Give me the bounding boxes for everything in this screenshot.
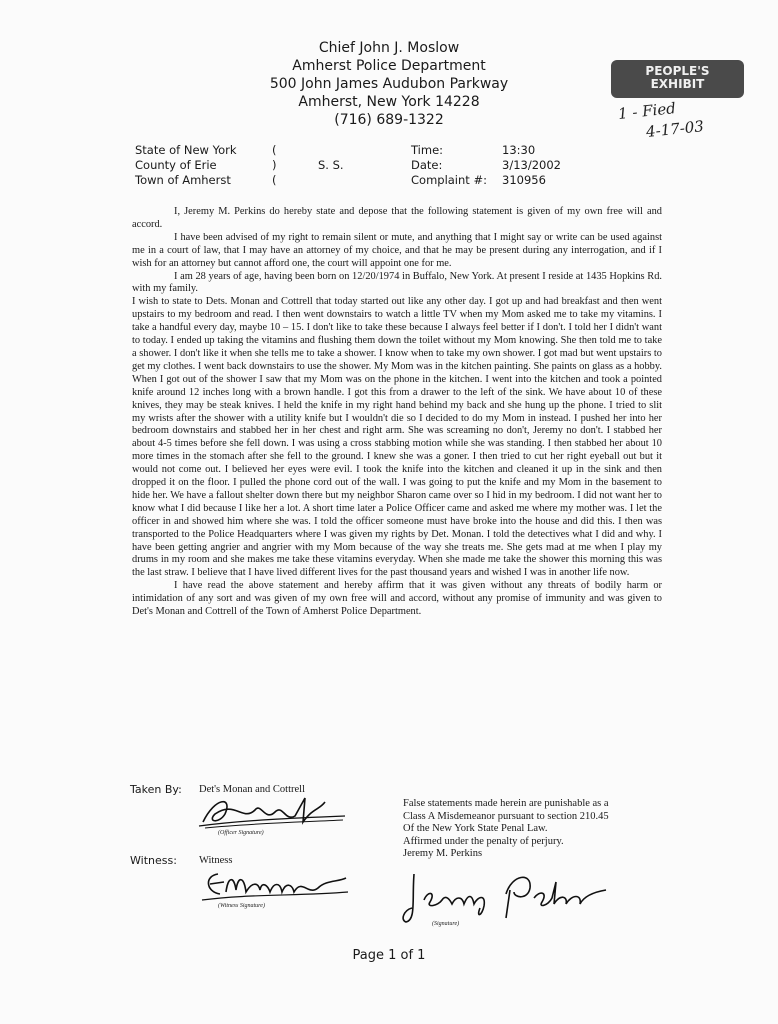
statement-paragraph-1: I, Jeremy M. Perkins do hereby state and depose that the following statement is given of my own free will and accord. xyxy=(132,206,662,230)
false-statement-line-5: Jeremy M. Perkins xyxy=(403,848,483,860)
witness-value: Witness xyxy=(199,855,233,866)
page-number: Page 1 of 1 xyxy=(352,948,426,963)
false-statement-notice xyxy=(403,798,609,861)
complaint-label: Complaint #: xyxy=(411,173,487,187)
stamp-line1: PEOPLE'S xyxy=(645,64,710,78)
venue-paren-3: ( xyxy=(272,173,277,187)
statement-paragraph-5: I have read the above statement and hereby affirm that it was given without any threats of bodily harm or intimidation of any sort and was given of my own free will and accord, without any promise of immunity and was given to Det's Monan and Cottrell of the Town of Amherst Police Department. xyxy=(132,580,662,618)
venue-paren-1: ( xyxy=(272,143,277,157)
letterhead-name: Chief John J. Moslow xyxy=(318,40,460,56)
letterhead-phone: (716) 689-1322 xyxy=(334,112,444,128)
witness-signature-caption: (Witness Signature) xyxy=(218,903,265,909)
time-value: 13:30 xyxy=(502,143,536,157)
letterhead-address: 500 John James Audubon Parkway xyxy=(269,76,509,92)
witness-signature xyxy=(198,866,353,906)
complaint-value: 310956 xyxy=(502,173,546,187)
stamp-line2: EXHIBIT xyxy=(650,77,705,91)
taken-by-label: Taken By: xyxy=(130,783,182,796)
venue-state: State of New York xyxy=(135,143,237,157)
venue-ss: S. S. xyxy=(318,158,344,172)
taken-by-value: Det's Monan and Cottrell xyxy=(199,784,305,795)
false-statement-line-1: False statements made herein are punishable as a xyxy=(403,798,609,809)
venue-county: County of Erie xyxy=(135,158,217,172)
peoples-exhibit-stamp xyxy=(611,60,744,98)
venue-paren-2: ) xyxy=(272,158,277,172)
signer-signature-caption: (Signature) xyxy=(432,921,460,927)
stamp-handwritten-number: 1 - Fied xyxy=(617,99,677,123)
statement-paragraph-3: I am 28 years of age, having been born on 12/20/1974 in Buffalo, New York. At present I reside at 1435 Hopkins Rd. with my family. xyxy=(132,270,662,295)
officer-signature-caption: (Officer Signature) xyxy=(218,830,264,836)
officer-signature xyxy=(195,792,350,832)
letterhead-city: Amherst, New York 14228 xyxy=(298,94,480,110)
false-statement-line-3: Of the New York State Penal Law. xyxy=(403,823,548,835)
stamp-handwritten-date: 4-17-03 xyxy=(645,117,705,141)
false-statement-line-2: Class A Misdemeanor pursuant to section 210.45 xyxy=(403,810,609,822)
false-statement-line-4: Affirmed under the penalty of perjury. xyxy=(403,835,564,847)
letterhead-department: Amherst Police Department xyxy=(292,58,486,74)
statement-body xyxy=(132,206,662,619)
time-label: Time: xyxy=(411,143,444,157)
statement-paragraph-4: I wish to state to Dets. Monan and Cottrell that today started out like any other day. I got up and had breakfast and then went upstairs to my bedroom and read. I then went downstairs to watch a little TV when my Mom asked me to take my vitamins. I take a handful every day, maybe 10 – 15. I don't like to take these because I always feel better if I don't. I told her I didn't want to today. I ended up taking the vitamins and flushing them down the toilet without my Mom knowing. She then told me to take a shower. I don't like it when she tells me to take a shower. I know when to take my own shower. I got mad but went upstairs to get my clothes. I went back downstairs to use the shower. My Mom was in the kitchen painting. She paints on glass as a hobby. When I got out of the shower I saw that my Mom was on the phone in the kitchen. I went into the kitchen and took a pointed knife around 12 inches long with a brown handle. I got this from a drawer to the left of the sink. We have about 10 of these knives, they may be steak knives. I held the knife in my right hand behind my back and she hung up the phone. I tried to slit my wrists after the shower with a utility knife but I wouldn't die so I decided to do my Mom in instead. I pushed her into her bedroom downstairs and stabbed her in her chest and right arm. She was screaming no don't, Jeremy no don't. I stabbed her about 4-5 times before she fell down. I was using a cross stabbing motion while she was standing. I then stabbed her about 10 more times in the stomach after she fell to the ground. I knew she was a goner. I then tried to cut her right eyeball out but it would not come out. I believed her eyes were evil. I took the knife into the kitchen and cleaned it up in the sink and then dropped it on the floor. I pulled the phone cord out of the wall. I was going to put the knife and my Mom in the basement to hide her. We have a fallout shelter down there but my neighbor Sharon came over so I hid in my bedroom. I did not want her to know what I did because I like her a lot. A short time later a Police Officer came and asked me where my mother was. I let the officer in and showed him where she was. I told the officer someone must have broke into the house and did this. I then was transported to the Police Headquarters where I was given my rights by Det. Monan. I told the detectives what I did and why. I have been getting angrier and angrier with my Mom because of the way she treats me. She gets mad at me when I play my drums in my room and she makes me take these vitamins everyday. When she made me take the shower this morning this was the last straw. I believe that I have lived different lives for the past thousand years and wished I was in another life now. xyxy=(132,296,662,579)
witness-label: Witness: xyxy=(130,854,177,867)
venue-town: Town of Amherst xyxy=(135,173,231,187)
date-value: 3/13/2002 xyxy=(502,158,561,172)
date-label: Date: xyxy=(411,158,443,172)
statement-paragraph-2: I have been advised of my right to remain silent or mute, and anything that I might say or write can be used against me in a court of law, that I may have an attorney of my choice, and that he may be present during any interrogation, and if I wish for an attorney but cannot afford one, the court will appoint one for me. xyxy=(132,231,662,269)
